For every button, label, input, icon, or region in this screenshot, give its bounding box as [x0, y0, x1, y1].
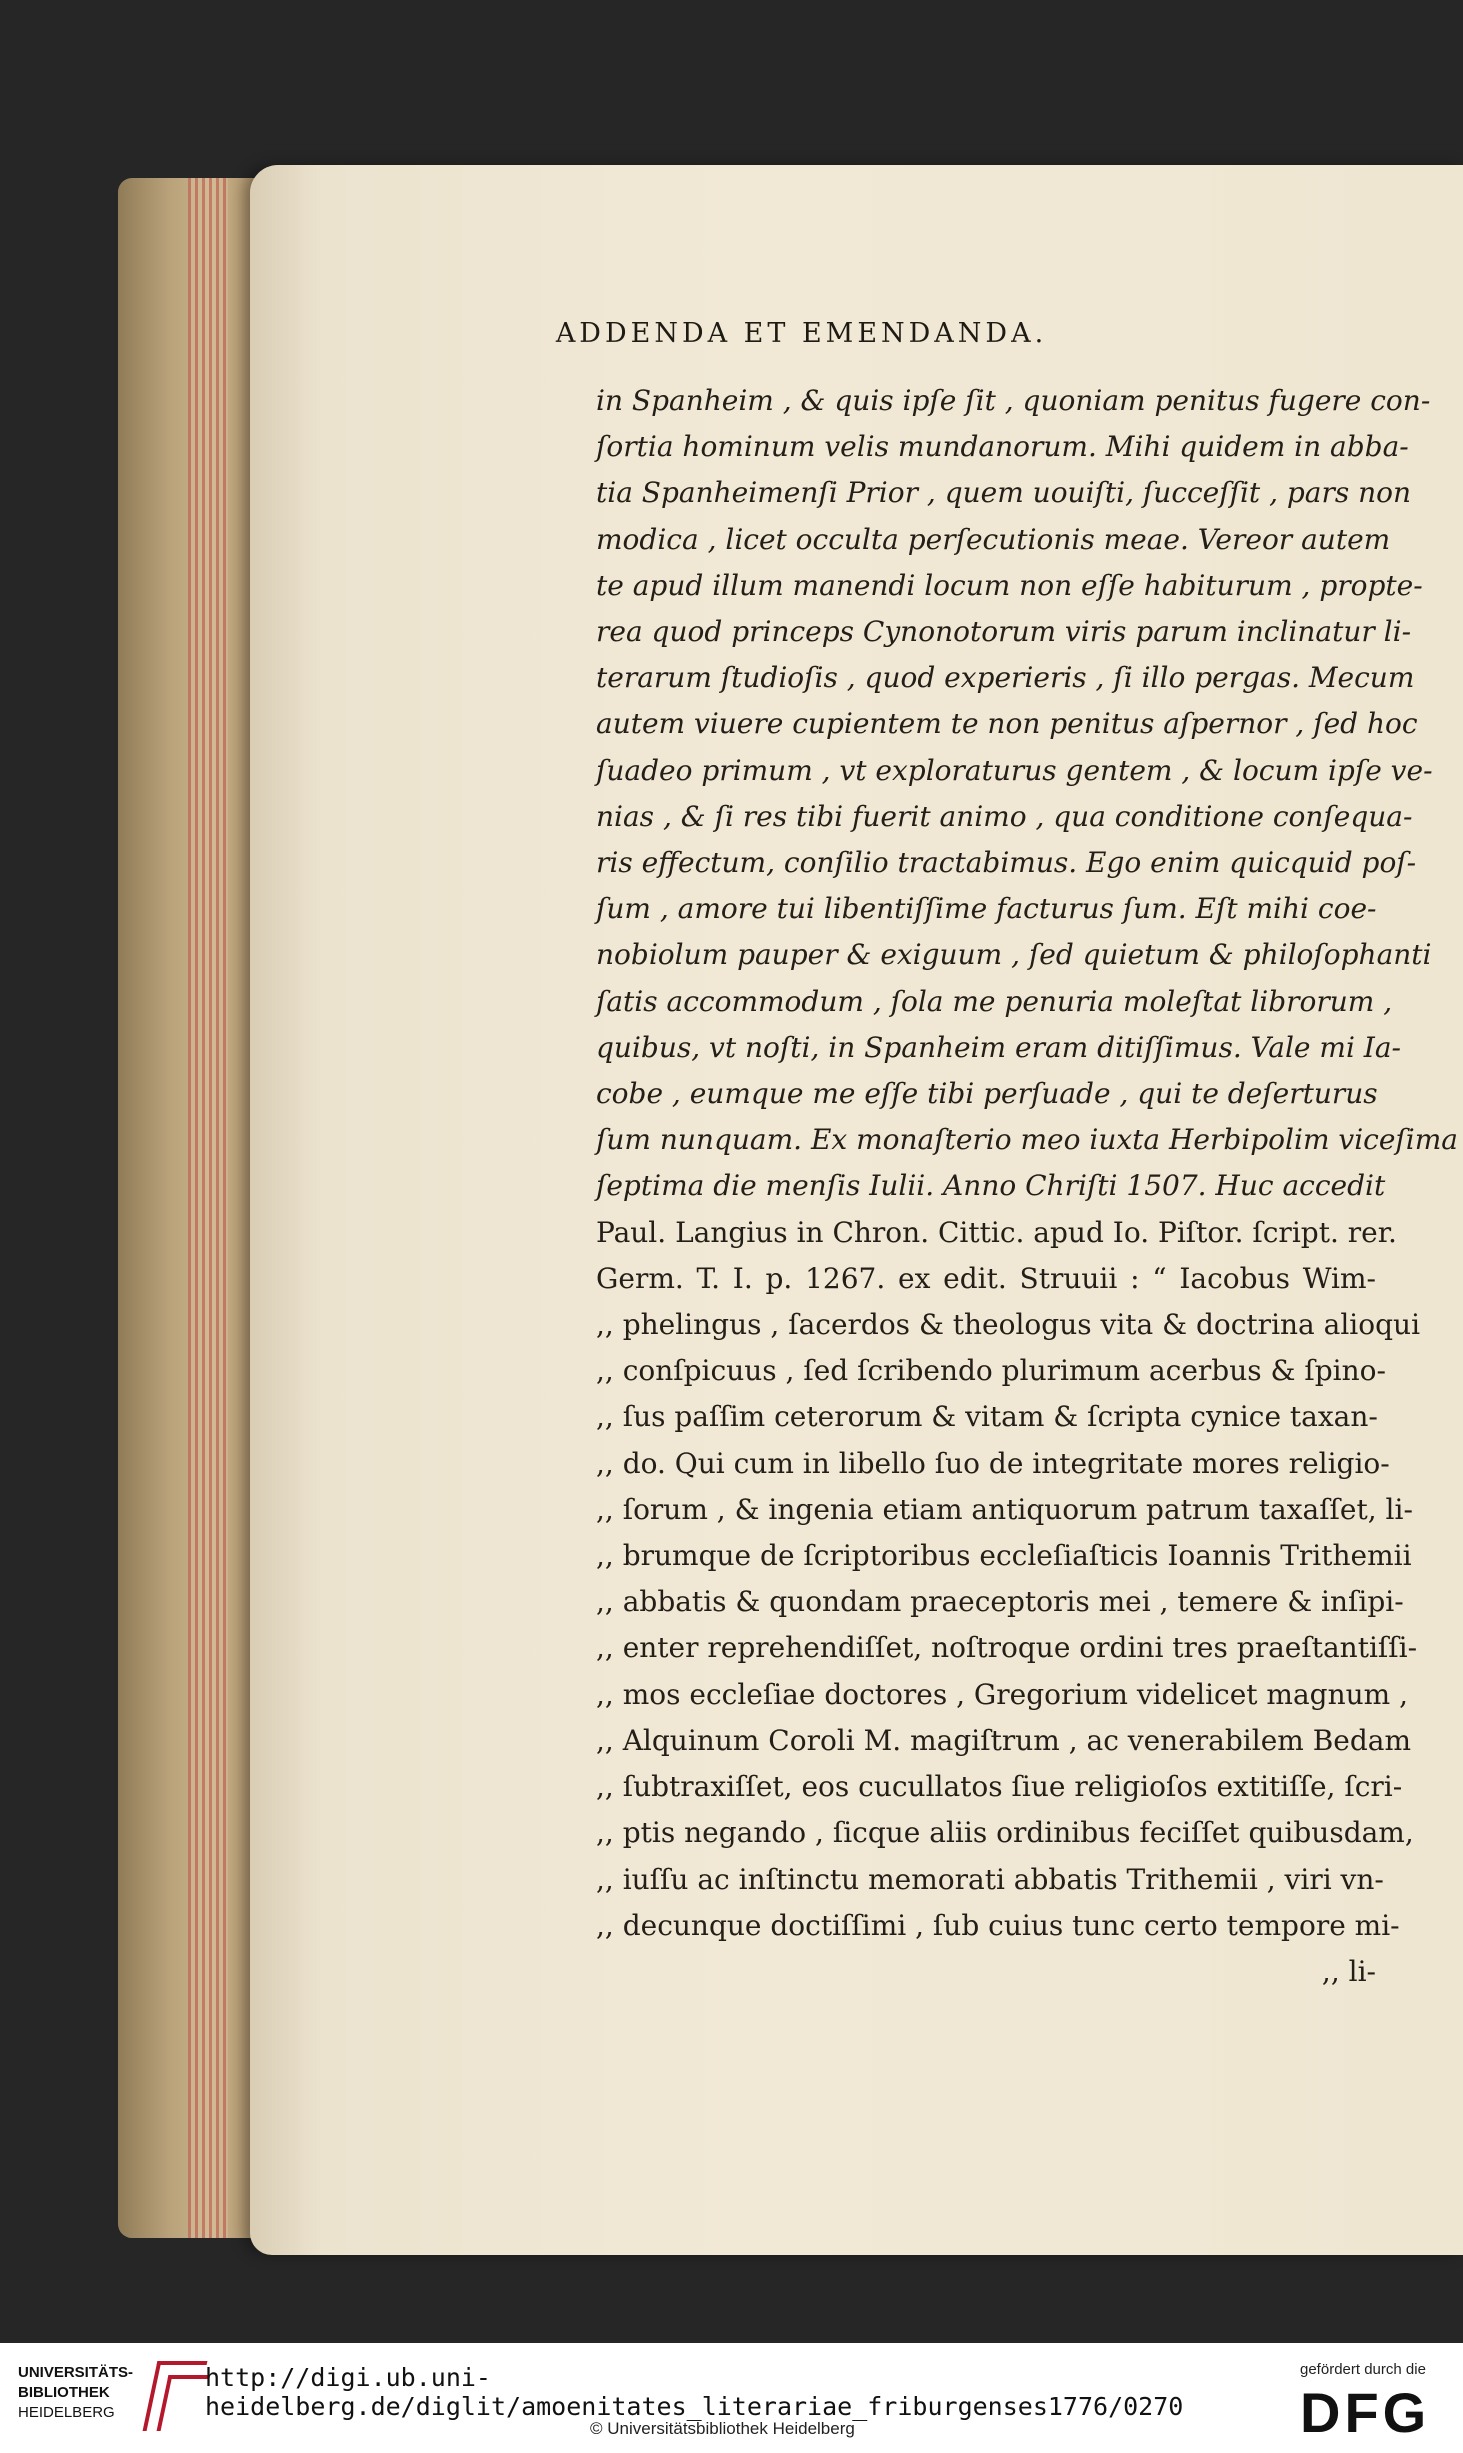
- text-line: ,, ſus paſſim ceterorum & vitam & ſcripta cynice taxan-: [596, 1400, 1378, 1434]
- text-line: nias , & ſi res tibi fuerit animo , qua conditione conſequa-: [596, 799, 1413, 833]
- text-line: ,, iuſſu ac inſtinctu memorati abbatis Trithemii , viri vn-: [596, 1862, 1384, 1896]
- text-line: Germ. T. I. p. 1267. ex edit. Struuii : “ Iacobus Wim-: [596, 1261, 1376, 1295]
- text-line: Paul. Langius in Chron. Cittic. apud Io. Piſtor. ſcript. rer.: [596, 1215, 1397, 1249]
- text-line: ,, phelingus , ſacerdos & theologus vita & doctrina alioqui: [596, 1308, 1421, 1342]
- text-line: cobe , eumque me eſſe tibi perſuade , qui te deſerturus: [596, 1077, 1378, 1111]
- text-line: ,, do. Qui cum in libello ſuo de integritate mores religio-: [596, 1446, 1390, 1480]
- text-line: ſatis accommodum , ſola me penuria moleſtat librorum ,: [596, 984, 1393, 1018]
- footer-bar: [0, 2343, 1463, 2453]
- text-line: modica , licet occulta perſecutionis meae. Vereor autem: [596, 522, 1391, 556]
- text-line: ris effectum, conſilio tractabimus. Ego enim quicquid poſ-: [596, 846, 1417, 880]
- text-line: tia Spanheimenſi Prior , quem uouiſti, ſucceſſit , pars non: [596, 476, 1412, 510]
- library-name-line3: HEIDELBERG: [18, 2404, 115, 2421]
- text-line: in Spanheim , & quis ipſe ſit , quoniam penitus fugere con-: [596, 384, 1431, 417]
- text-line: rea quod princeps Cynonotorum viris parum inclinatur li-: [596, 615, 1412, 649]
- library-mark-icon: [143, 2361, 208, 2431]
- text-line: ,, Alquinum Coroli M. magiſtrum , ac venerabilem Bedam: [596, 1723, 1412, 1757]
- text-line: terarum ſtudioſis , quod experieris , ſi illo pergas. Mecum: [596, 661, 1415, 695]
- text-line: ſuadeo primum , vt exploraturus gentem , & locum ipſe ve-: [596, 753, 1433, 787]
- text-line: quibus, vt noſti, in Spanheim eram ditiſſimus. Vale mi Ia-: [596, 1030, 1402, 1064]
- text-line: autem viuere cupientem te non penitus aſpernor , ſed hoc: [596, 707, 1418, 741]
- text-line: ,, mos eccleſiae doctores , Gregorium videlicet magnum ,: [596, 1677, 1409, 1711]
- text-line: ſum nunquam. Ex monaſterio meo iuxta Herbipolim viceſima: [596, 1123, 1458, 1157]
- catchword: ,, li-: [1321, 1954, 1376, 1988]
- text-block: [596, 378, 1458, 1995]
- text-line: ſortia hominum velis mundanorum. Mihi quidem in abba-: [596, 430, 1409, 464]
- text-line: ,, brumque de ſcriptoribus eccleſiaſticis Ioannis Trithemii: [596, 1539, 1412, 1573]
- text-line: ſum , amore tui libentiſſime facturus ſum. Eſt mihi coe-: [596, 892, 1377, 926]
- text-line: ,, ptis negando , ſicque aliis ordinibus feciſſet quibusdam,: [596, 1816, 1414, 1850]
- text-line: ,, decunque doctiſſimi , ſub cuius tunc certo tempore mi-: [596, 1908, 1400, 1942]
- permalink-url[interactable]: http://digi.ub.uni-heidelberg.de/diglit/amoenitates_literariae_friburgenses1776/0270: [205, 2363, 1184, 2421]
- funding-note: gefördert durch die: [1300, 2361, 1426, 2378]
- copyright-notice: © Universitätsbibliothek Heidelberg: [590, 2419, 855, 2438]
- text-line: ,, abbatis & quondam praeceptoris mei , temere & inſipi-: [596, 1585, 1404, 1619]
- running-head: ADDENDA ET EMENDANDA.: [555, 318, 1048, 349]
- text-line: ,, ſorum , & ingenia etiam antiquorum patrum taxaſſet, li-: [596, 1492, 1413, 1526]
- library-name-line1: UNIVERSITÄTS-: [18, 2364, 134, 2381]
- text-line: ,, ſubtraxiſſet, eos cucullatos ſiue religioſos extitiſſe, ſcri-: [596, 1770, 1403, 1804]
- library-name-line2: BIBLIOTHEK: [18, 2384, 110, 2401]
- text-line: nobiolum pauper & exiguum , ſed quietum & philoſophanti: [596, 938, 1432, 972]
- text-line: te apud illum manendi locum non eſſe habiturum , propte-: [596, 568, 1423, 602]
- text-line: ,, enter reprehendiſſet, noſtroque ordini tres praeſtantiſſi-: [596, 1631, 1418, 1665]
- text-line: ſeptima die menſis Iulii. Anno Chriſti 1507. Huc accedit: [596, 1169, 1386, 1203]
- text-line: ,, conſpicuus , ſed ſcribendo plurimum acerbus & ſpino-: [596, 1354, 1386, 1388]
- dfg-logo[interactable]: DFG: [1300, 2381, 1431, 2444]
- library-logo[interactable]: [18, 2363, 133, 2423]
